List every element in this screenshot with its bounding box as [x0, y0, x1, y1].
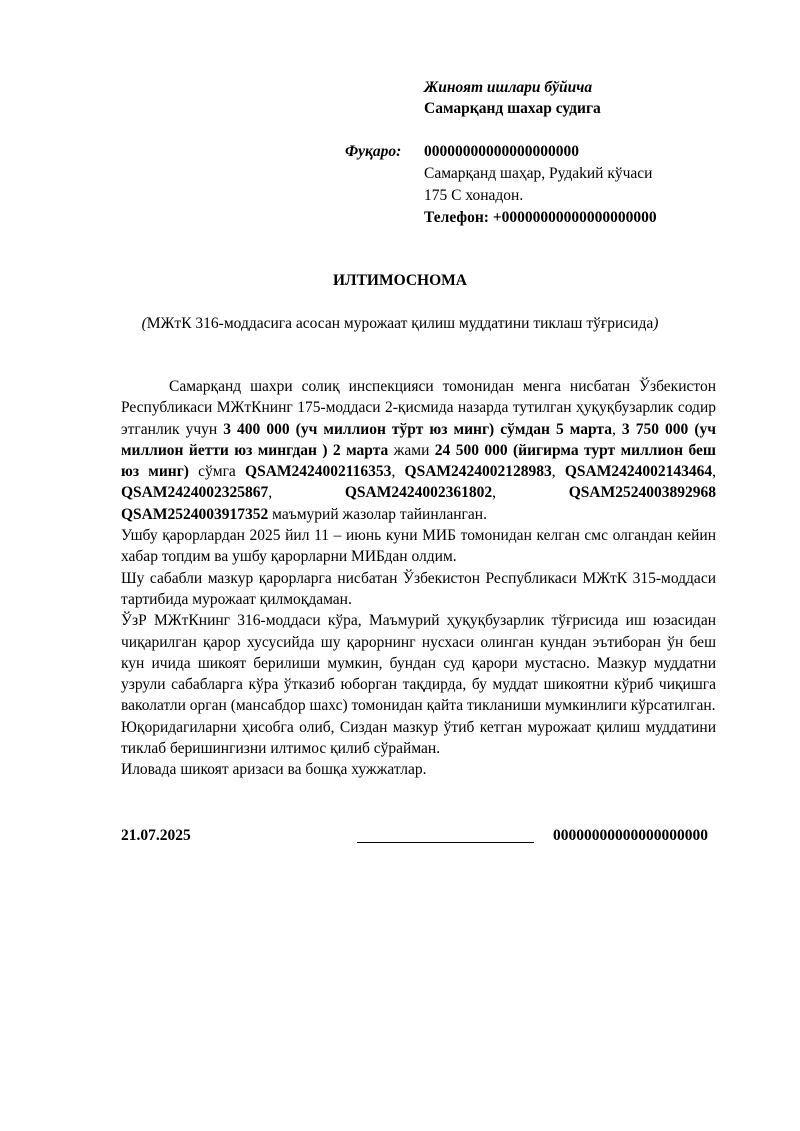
p1-decision-1: QSAM2424002116353 — [245, 463, 392, 481]
signer-name: 00000000000000000000 — [553, 827, 708, 844]
paragraph-4: ЎзР МЖтКнинг 316-моддаси кўра, Маъмурий ҳуқуқбузарлик тўғрисида иш юзасидан чиқарилган қарор хусусийда шу қарорнинг нусхаси олинган кундан эътиборан ўн беш кун ичида шикоят берилиши мумкин, бундан суд қарори мустасно. Мазкур муддатни узрули сабабларга кўра ўтказиб юборган тақдирда, бу муддат шикоятни кўриб чиқишга ваколатли орган (мансабдор шахс) томонидан қайта тикланиши мумкинлиги кўрсатилган. — [121, 612, 716, 715]
document-title: ИЛТИМОСНОМА — [332, 272, 467, 289]
p1-total: 24 500 000 (йигирма турт миллион беш юз минг) — [121, 441, 716, 481]
p1-fine-2: 3 750 000 (уч миллион йетти юз мингдан ) 2 марта — [121, 420, 716, 459]
paragraph-6: Иловада шикоят аризаси ва бошқа хужжатлар. — [121, 761, 427, 779]
citizen-block — [345, 141, 657, 229]
p1-decision-4: QSAM2424002325867 — [121, 484, 269, 502]
p1-decision-3: QSAM2424002143464 — [564, 463, 713, 481]
subtitle-close-paren: ) — [653, 315, 659, 332]
signature-line — [357, 842, 534, 843]
subtitle-text: МЖтК 316-моддасига асосан мурожаат қилиш муддатини тиклаш тўғрисида — [146, 315, 654, 332]
p1-text-7: , — [712, 463, 716, 481]
subtitle-open-paren: ( — [141, 315, 147, 332]
citizen-address-line-1: Самарқанд шаҳар, Рудаkий кўчаси — [424, 165, 653, 182]
p1-text-10: маъмурий жазолар тайинланган. — [268, 505, 487, 523]
p1-text-2: , — [611, 420, 622, 438]
document-date: 21.07.2025 — [121, 827, 191, 844]
p1-text-3: жами — [388, 441, 435, 459]
p1-text-9: , — [492, 484, 569, 502]
p1-text-1: Самарқанд шахри солиқ инспекцияси томонидан менга нисбатан Ўзбекистон Республикаси МЖтКнинг 175-моддаси 2-қисмида назарда тутилган ҳуқуқбузарлик содир этганлик учун — [121, 378, 716, 438]
paragraph-1 — [121, 376, 716, 525]
addressee-block — [424, 77, 601, 119]
paragraph-3: Шу сабабли мазкур қарорларга нисбатан Ўзбекистон Республикаси МЖтК 315-моддаси тартибида мурожаат қилмоқдаман. — [121, 569, 716, 608]
p1-text-6: , — [551, 463, 565, 481]
p1-text-4: сўмга — [188, 463, 246, 481]
court-line-2: Самарқанд шахар судига — [424, 100, 601, 117]
document-subtitle — [0, 314, 800, 334]
citizen-name: 00000000000000000000 — [424, 143, 579, 160]
paragraph-2: Ушбу қарорлардан 2025 йил 11 – июнь куни МИБ томонидан келган смс олгандан кейин хабар топдим ва ушбу қарорларни МИБдан олдим. — [121, 527, 716, 566]
p1-decision-6-7: QSAM2524003892968 QSAM2524003917352 — [121, 484, 716, 523]
p1-decision-5: QSAM2424002361802 — [344, 484, 493, 502]
document-body — [121, 376, 716, 781]
p1-text-5: , — [391, 463, 405, 481]
citizen-phone: Телефон: +00000000000000000000 — [424, 209, 657, 226]
citizen-label: Фуқаро: — [345, 143, 402, 160]
p1-fine-1: 3 400 000 (уч миллион тўрт юз минг) сўмдан 5 марта — [223, 420, 612, 438]
citizen-address-line-2: 175 С хонадон. — [424, 187, 524, 204]
p1-decision-2: QSAM2424002128983 — [404, 463, 552, 481]
p1-text-8: , — [268, 484, 345, 502]
court-line-1: Жиноят ишлари бўйича — [424, 79, 593, 96]
paragraph-5: Юқоридагиларни ҳисобга олиб, Сиздан мазкур ўтиб кетган мурожаат қилиш муддатини тиклаб беришингизни илтимос қилиб сўрайман. — [121, 718, 716, 758]
